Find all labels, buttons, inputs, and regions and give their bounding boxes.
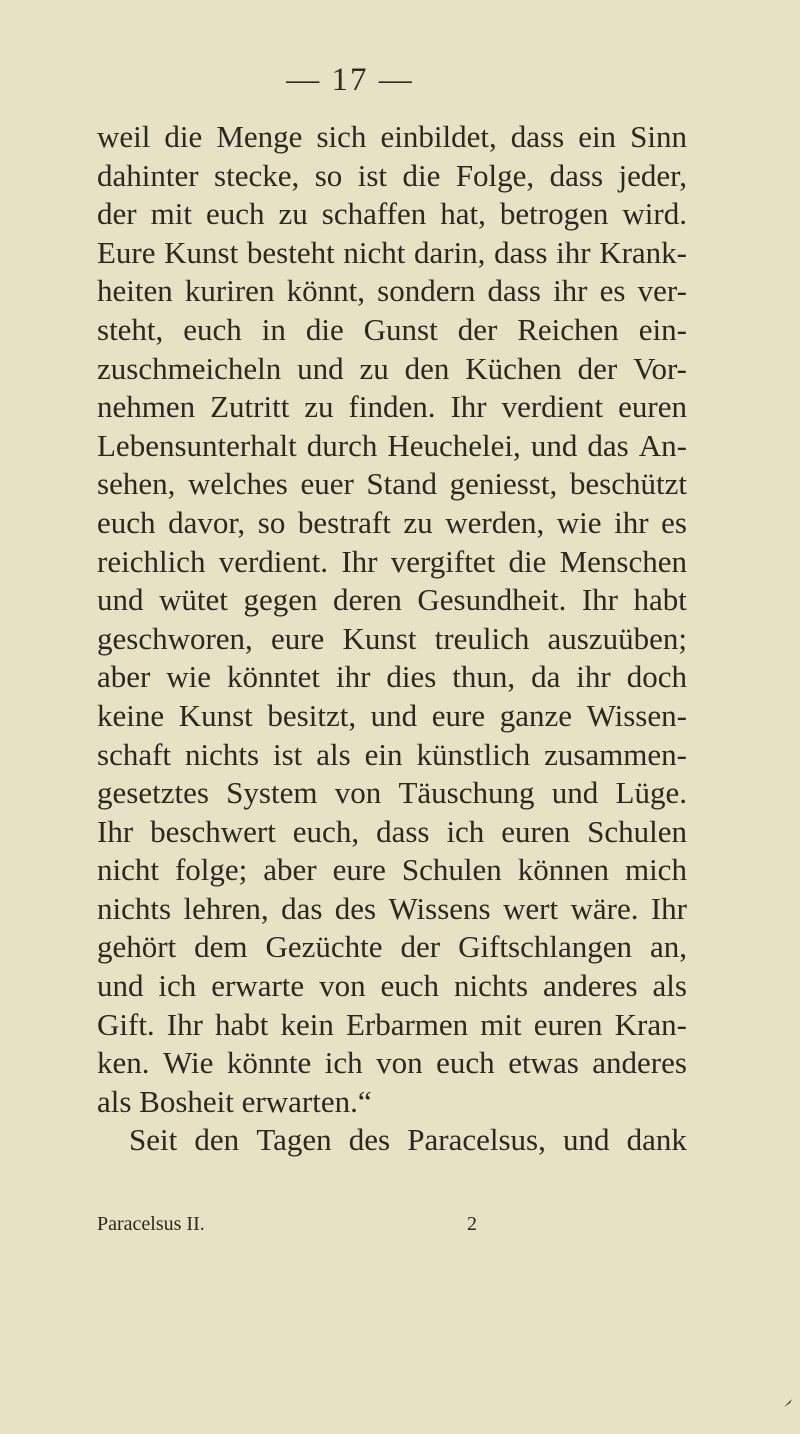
text-line: steht, euch in die Gunst der Reichen ein- bbox=[97, 311, 687, 347]
footer-signature: Paracelsus II. bbox=[97, 1213, 205, 1235]
page-footer bbox=[97, 1213, 477, 1236]
text-line: keine Kunst besitzt, und eure ganze Wissen- bbox=[97, 697, 687, 733]
text-line: Seit den Tagen des Paracelsus, und dank bbox=[129, 1122, 687, 1158]
footer-sheet-number: 2 bbox=[467, 1213, 477, 1235]
text-line: sehen, welches euer Stand geniesst, beschützt bbox=[97, 466, 687, 502]
text-line: gesetztes System von Täuschung und Lüge. bbox=[97, 775, 687, 811]
text-line: und wütet gegen deren Gesundheit. Ihr habt bbox=[97, 582, 687, 618]
body-text bbox=[97, 118, 687, 1160]
text-line: als Bosheit erwarten.“ bbox=[97, 1083, 372, 1119]
text-line: Lebensunterhalt durch Heuchelei, und das An- bbox=[97, 427, 687, 463]
corner-mark-icon bbox=[783, 1398, 793, 1408]
text-line: Gift. Ihr habt kein Erbarmen mit euren Kran- bbox=[97, 1006, 687, 1042]
text-line: nichts lehren, das des Wissens wert wäre. Ihr bbox=[97, 890, 687, 926]
text-line: schaft nichts ist als ein künstlich zusammen- bbox=[97, 736, 687, 772]
text-line: gehört dem Gezüchte der Giftschlangen an, bbox=[97, 929, 687, 965]
text-line: nicht folge; aber eure Schulen können mich bbox=[97, 852, 687, 888]
text-line: Eure Kunst besteht nicht darin, dass ihr Krank- bbox=[97, 234, 687, 270]
text-line: aber wie könntet ihr dies thun, da ihr doch bbox=[97, 659, 687, 695]
text-line: zuschmeicheln und zu den Küchen der Vor- bbox=[97, 350, 687, 386]
text-line: reichlich verdient. Ihr vergiftet die Menschen bbox=[97, 543, 687, 579]
text-line: heiten kuriren könnt, sondern dass ihr es ver- bbox=[97, 273, 687, 309]
text-line: ken. Wie könnte ich von euch etwas anderes bbox=[97, 1045, 687, 1081]
text-line: euch davor, so bestraft zu werden, wie ihr es bbox=[97, 504, 687, 540]
page-number: — 17 — bbox=[286, 62, 414, 98]
text-line: Ihr beschwert euch, dass ich euren Schulen bbox=[97, 813, 687, 849]
text-line: und ich erwarte von euch nichts anderes als bbox=[97, 968, 687, 1004]
text-line: der mit euch zu schaffen hat, betrogen wird. bbox=[97, 196, 687, 232]
text-line: weil die Menge sich einbildet, dass ein Sinn bbox=[97, 119, 687, 154]
text-line: dahinter stecke, so ist die Folge, dass jeder, bbox=[97, 157, 687, 193]
text-line: nehmen Zutritt zu finden. Ihr verdient euren bbox=[97, 389, 687, 425]
text-line: geschworen, eure Kunst treulich auszuüben; bbox=[97, 620, 687, 656]
